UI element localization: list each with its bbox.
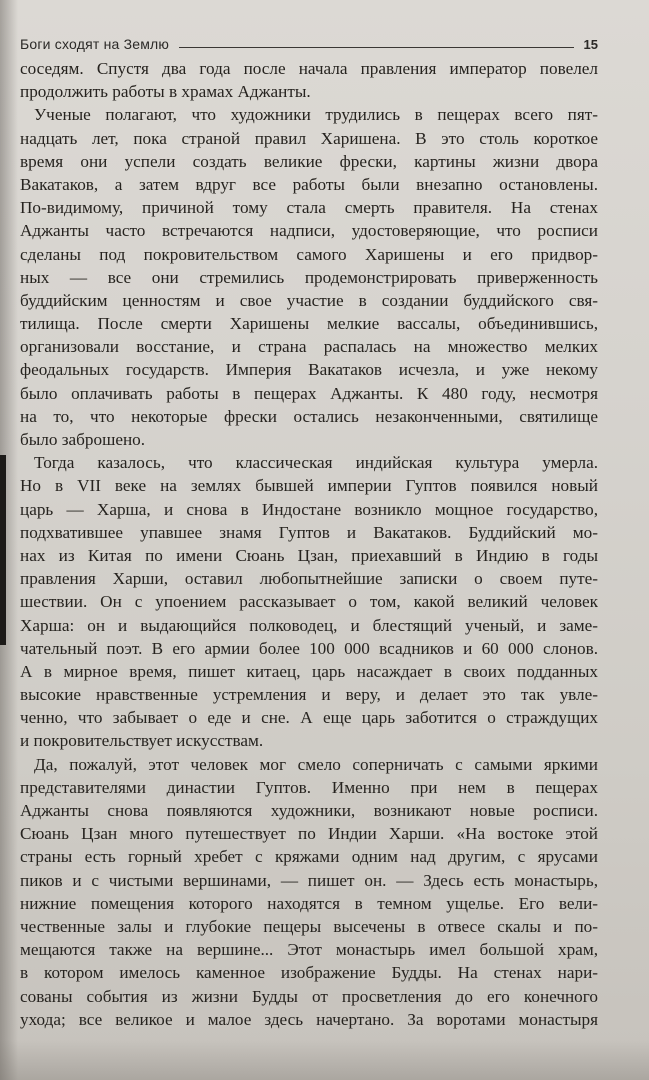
page-bottom-shadow [0, 1040, 649, 1080]
text-line: нижние помещения которого находятся в темном ущелье. Его вели- [20, 893, 598, 913]
text-line: чательный поэт. В его армии более 100 000 всадников и 60 000 слонов. [20, 638, 598, 658]
text-line: соседям. Спустя два года после начала правления император повелел [20, 59, 598, 78]
text-line: царь — Харша, и снова в Индостане возникло мощное государство, [20, 499, 598, 519]
page-number: 15 [583, 37, 598, 52]
text-line: Ученые полагают, что художники трудились в пещерах всего пят- [34, 105, 598, 125]
text-line: Но в VII веке на землях бывшей империи Гуптов появился новый [20, 476, 598, 496]
text-line: ухода; все великое и малое здесь начертано. За воротами монастыря [20, 1009, 598, 1029]
text-line: А в мирное время, пишет китаец, царь насаждает в своих подданных [20, 661, 598, 681]
text-line: Харша: он и выдающийся полководец, и блестящий ученый, и заме- [20, 615, 598, 635]
text-line: Сюань Цзан много путешествует по Индии Харши. «На востоке этой [20, 824, 598, 844]
text-line: Аджанты часто встречаются надписи, удостоверяющие, что росписи [20, 221, 598, 241]
text-line: ченно, что забывает о еде и сне. А еще царь заботится о страждущих [20, 708, 598, 728]
text-line: было заброшено. [20, 430, 146, 449]
text-line: было оплачивать работы в пещерах Аджанты. К 480 году, несмотря [20, 383, 598, 403]
text-line: По-видимому, причиной тому стала смерть правителя. На стенах [20, 198, 598, 218]
text-line: нах из Китая по имени Сюань Цзан, приехавший в Индию в годы [20, 545, 598, 565]
text-line: чественные залы и глубокие пещеры высечены в отвесе скалы и по- [20, 916, 598, 936]
text-line: тилища. После смерти Харишены мелкие вассалы, объединившись, [20, 314, 598, 334]
text-line: буддийским ценностям и свое участие в создании буддийского свя- [20, 290, 598, 310]
text-line: продолжить работы в храмах Аджанты. [20, 82, 311, 102]
book-spine-edge [0, 455, 6, 645]
text-line: подхватившее упавшее знамя Гуптов и Вакатаков. Буддийский мо- [20, 522, 598, 542]
text-line: феодальных государств. Империя Вакатаков исчезла, и уже некому [20, 360, 598, 380]
text-line: в котором имелось каменное изображение Будды. На стенах нари- [20, 963, 598, 983]
text-line: представителями династии Гуптов. Именно при нем в пещерах [20, 777, 598, 797]
text-line: сованы события из жизни Будды от просветления до его конечного [20, 986, 598, 1006]
text-line: пиков и с чистыми вершинами, — пишет он. — Здесь есть монастырь, [20, 870, 598, 890]
text-line: страны есть горный хребет с кряжами одним над другим, с ярусами [20, 847, 598, 867]
body-text [20, 57, 598, 1031]
text-line: время они успели создать великие фрески, картины жизни двора [20, 151, 598, 171]
text-line: сделаны под покровительством самого Харишены и его придвор- [20, 244, 598, 264]
running-title: Боги сходят на Землю [20, 36, 170, 52]
text-line: шествии. Он с упоением рассказывает о том, какой великий человек [20, 592, 598, 612]
text-line: ных — все они стремились продемонстрировать приверженность [20, 267, 598, 287]
text-line: Да, пожалуй, этот человек мог смело соперничать с самыми яркими [34, 754, 598, 774]
running-header [20, 28, 598, 52]
text-line: мещаются также на вершине... Этот монастырь имел большой храм, [20, 940, 598, 960]
text-line: Вакатаков, а затем вдруг все работы были внезапно остановлены. [20, 174, 598, 194]
text-line: высокие нравственные устремления и веру, и делает это так увле- [20, 685, 598, 705]
header-rule [179, 47, 573, 48]
text-line: Тогда казалось, что классическая индийская культура умерла. [34, 453, 598, 473]
text-line: надцать лет, пока страной правил Харишена. В это столь короткое [20, 128, 598, 148]
text-line: правления Харши, оставил любопытнейшие записки о своем путе- [20, 569, 598, 589]
text-line: Аджанты снова появляются художники, возникают новые росписи. [20, 801, 598, 820]
text-line: на то, что некоторые фрески остались незаконченными, святилище [20, 406, 598, 426]
text-line: и покровительствует искусствам. [20, 731, 264, 751]
text-line: организовали восстание, и страна распалась на множество мелких [20, 337, 598, 357]
